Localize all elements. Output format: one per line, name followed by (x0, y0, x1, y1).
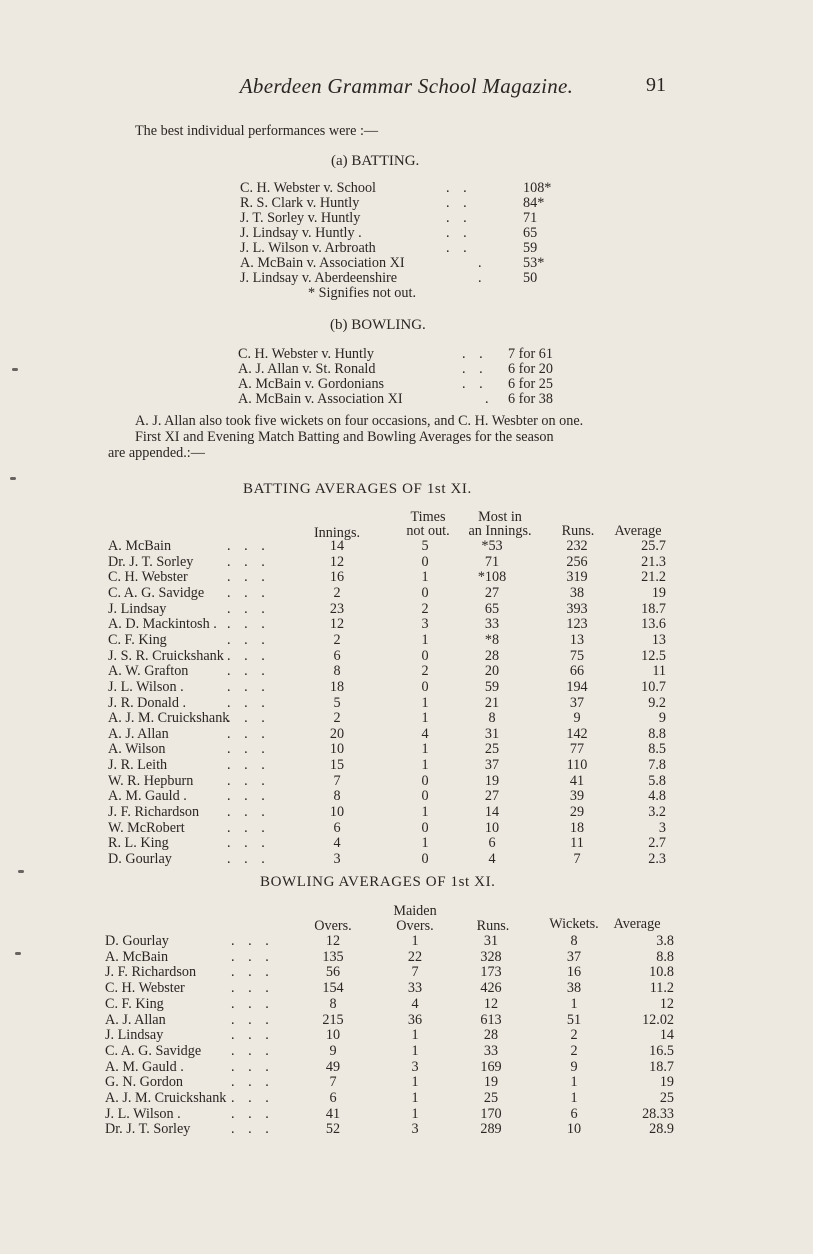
cell-player: J. F. Richardson (105, 964, 197, 981)
cell-most: 6 (488, 835, 496, 852)
list-item-score: 71 (523, 210, 538, 226)
leader-dots: . . . (231, 964, 274, 981)
cell-innings: 23 (329, 600, 345, 617)
leader-dots: . . . (227, 584, 270, 601)
cell-maidens: 1 (411, 1074, 419, 1091)
cell-player: A. J. M. Cruickshank (108, 710, 230, 727)
cell-most: 28 (484, 647, 500, 664)
page-number: 91 (646, 74, 666, 96)
cell-most: 71 (484, 553, 500, 570)
cell-player: W. McRobert (108, 819, 185, 836)
cell-not-out: 0 (421, 819, 429, 836)
cell-wickets: 2 (570, 1027, 578, 1044)
leader-dots: . . . (231, 1074, 274, 1091)
cell-not-out: 0 (421, 553, 429, 570)
cell-average: 2.7 (648, 835, 666, 852)
leader-dots: . . . (227, 631, 270, 648)
list-item-figures: 6 for 25 (508, 376, 553, 392)
column-header: not out. (406, 523, 450, 539)
cell-not-out: 1 (421, 569, 429, 586)
cell-player: G. N. Gordon (105, 1074, 184, 1091)
cell-runs: 289 (480, 1121, 502, 1138)
cell-average: 25.7 (641, 538, 666, 554)
cell-runs: 256 (566, 553, 588, 570)
list-item-figures: 6 for 38 (508, 391, 553, 407)
cell-wickets: 2 (570, 1042, 578, 1059)
cell-average: 12.5 (641, 647, 666, 664)
cell-average: 11.2 (649, 980, 674, 997)
cell-average: 12 (659, 995, 674, 1012)
leader-dots: . . . (227, 835, 270, 852)
cell-average: 10.7 (641, 678, 666, 695)
cell-player: J. S. R. Cruickshank (108, 647, 224, 664)
cell-most: 19 (484, 772, 500, 789)
leader-dots: . . . (231, 933, 274, 949)
cell-runs: 25 (483, 1090, 499, 1106)
cell-overs: 41 (325, 1105, 341, 1122)
cell-innings: 4 (333, 835, 341, 852)
cell-player: D. Gourlay (108, 851, 172, 867)
cell-player: J. R. Donald . (108, 694, 187, 711)
cell-average: 9 (658, 710, 666, 727)
leader-dots: . . . (227, 772, 270, 789)
cell-wickets: 1 (570, 995, 578, 1012)
cell-not-out: 0 (421, 647, 429, 664)
cell-maidens: 4 (411, 995, 419, 1012)
cell-player: C. A. G. Savidge (105, 1042, 202, 1059)
cell-not-out: 2 (421, 600, 429, 617)
cell-most: 27 (484, 584, 500, 601)
cell-player: Dr. J. T. Sorley (108, 553, 194, 570)
cell-not-out: 5 (421, 538, 429, 554)
list-item-name: J. Lindsay v. Aberdeenshire (240, 270, 398, 286)
cell-not-out: 4 (421, 725, 429, 742)
list-item-name: R. S. Clark v. Huntly (240, 195, 360, 211)
cell-innings: 3 (333, 851, 341, 867)
cell-innings: 10 (329, 804, 345, 821)
leader-dots: . . . (231, 1011, 274, 1028)
cell-innings: 8 (333, 788, 341, 805)
cell-overs: 9 (329, 1042, 337, 1059)
cell-average: 13 (651, 631, 666, 648)
cell-average: 2.3 (648, 851, 666, 867)
list-item-score: 65 (523, 225, 538, 241)
cell-player: C. H. Webster (105, 980, 185, 997)
cell-runs: 18 (569, 819, 585, 836)
cell-runs: 393 (566, 600, 588, 617)
cell-player: J. F. Richardson (108, 804, 200, 821)
list-item-name: J. Lindsay v. Huntly . (240, 225, 362, 241)
cell-maidens: 1 (411, 1105, 419, 1122)
cell-wickets: 8 (570, 933, 578, 949)
list-item-name: A. McBain v. Association XI (240, 255, 405, 271)
cell-average: 18.7 (649, 1058, 674, 1075)
cell-not-out: 0 (421, 772, 429, 789)
leader-dots: . . . (227, 663, 270, 680)
cell-average: 25 (659, 1090, 674, 1106)
leader-dots: . . . (227, 553, 270, 570)
leader-dots: . . . (227, 616, 270, 633)
cell-most: *8 (484, 631, 500, 648)
leader-dots: . . . (231, 1105, 274, 1122)
cell-average: 7.8 (648, 757, 666, 774)
cell-innings: 16 (329, 569, 345, 586)
cell-wickets: 9 (570, 1058, 578, 1075)
cell-most: 4 (488, 851, 496, 867)
cell-runs: 232 (566, 538, 588, 554)
cell-wickets: 1 (570, 1090, 578, 1106)
list-item-name: A. McBain v. Gordonians (238, 376, 385, 392)
cell-not-out: 1 (421, 710, 429, 727)
list-item-name: C. H. Webster v. Huntly (238, 346, 374, 362)
cell-runs: 110 (566, 757, 588, 774)
cell-runs: 66 (569, 663, 585, 680)
leader-dots: . . . (227, 538, 270, 554)
cell-runs: 37 (569, 694, 585, 711)
column-header: Most in (478, 509, 522, 525)
cell-player: A. J. Allan (105, 1011, 166, 1028)
paragraph-line: First XI and Evening Match Batting and Bowling Averages for the season (135, 429, 554, 445)
cell-average: 10.8 (649, 964, 674, 981)
cell-player: A. Wilson (108, 741, 166, 758)
cell-average: 8.8 (656, 948, 674, 965)
leader-dots: . . . (227, 804, 270, 821)
cell-innings: 5 (333, 694, 341, 711)
cell-wickets: 1 (570, 1074, 578, 1091)
cell-innings: 14 (329, 538, 345, 554)
cell-maidens: 1 (411, 1042, 419, 1059)
cell-most: 59 (484, 678, 500, 695)
list-item-name: J. L. Wilson v. Arbroath (240, 240, 376, 256)
column-header: Runs. (476, 918, 510, 934)
cell-maidens: 3 (411, 1121, 419, 1138)
cell-player: W. R. Hepburn (108, 772, 194, 789)
column-header: Wickets. (549, 916, 599, 932)
cell-maidens: 1 (411, 933, 419, 949)
cell-runs: 13 (569, 631, 585, 648)
list-item-score: 53* (523, 255, 545, 271)
list-item-score: 84* (523, 195, 545, 211)
cell-runs: 75 (569, 647, 585, 664)
margin-speck (12, 368, 18, 371)
cell-not-out: 1 (421, 757, 429, 774)
cell-runs: 41 (569, 772, 585, 789)
cell-not-out: 1 (421, 694, 429, 711)
leader-dots: . . . (231, 1121, 274, 1138)
cell-most: 10 (484, 819, 500, 836)
cell-runs: 169 (480, 1058, 502, 1075)
cell-most: *108 (477, 569, 507, 586)
cell-average: 21.2 (641, 569, 666, 586)
cell-average: 14 (659, 1027, 674, 1044)
cell-most: 27 (484, 788, 500, 805)
cell-innings: 12 (329, 616, 345, 633)
cell-average: 19 (659, 1074, 674, 1091)
cell-not-out: 0 (421, 584, 429, 601)
cell-not-out: 0 (421, 788, 429, 805)
bowling-best-heading: (b) BOWLING. (330, 317, 426, 333)
cell-most: 37 (484, 757, 500, 774)
cell-runs: 319 (566, 569, 588, 586)
cell-runs: 19 (483, 1074, 499, 1091)
cell-maidens: 1 (411, 1090, 419, 1106)
margin-speck (10, 477, 16, 480)
cell-overs: 154 (322, 980, 344, 997)
cell-not-out: 2 (421, 663, 429, 680)
leader-dots: . . . (227, 647, 270, 664)
cell-overs: 49 (325, 1058, 341, 1075)
cell-runs: 170 (480, 1105, 502, 1122)
cell-most: 25 (484, 741, 500, 758)
paragraph-line: A. J. Allan also took five wickets on four occasions, and C. H. Wesbter on one. (135, 413, 584, 429)
cell-average: 4.8 (648, 788, 666, 805)
cell-runs: 38 (569, 584, 585, 601)
leader-dots: . . . (227, 819, 270, 836)
cell-innings: 8 (333, 663, 341, 680)
leader-dots: . . . (231, 1058, 274, 1075)
cell-runs: 9 (573, 710, 581, 727)
cell-player: J. R. Leith (108, 757, 168, 774)
cell-average: 28.9 (649, 1121, 674, 1138)
cell-most: 33 (484, 616, 500, 633)
cell-player: D. Gourlay (105, 933, 169, 949)
list-item-name: J. T. Sorley v. Huntly (240, 210, 361, 226)
cell-average: 3 (658, 819, 666, 836)
cell-average: 8.8 (648, 725, 666, 742)
cell-player: J. Lindsay (108, 600, 167, 617)
cell-player: R. L. King (108, 835, 169, 852)
cell-average: 3.8 (656, 933, 674, 949)
cell-not-out: 1 (421, 835, 429, 852)
column-header: Times (410, 509, 446, 525)
cell-overs: 7 (329, 1074, 337, 1091)
cell-most: 65 (484, 600, 500, 617)
column-header: an Innings. (468, 523, 532, 539)
cell-average: 28.33 (642, 1105, 674, 1122)
cell-wickets: 10 (566, 1121, 582, 1138)
cell-wickets: 51 (566, 1011, 582, 1028)
leader-dots: . . . (227, 678, 270, 695)
cell-runs: 7 (573, 851, 581, 867)
cell-innings: 15 (329, 757, 345, 774)
cell-most: *53 (481, 538, 503, 554)
cell-overs: 135 (322, 948, 344, 965)
cell-overs: 12 (325, 933, 341, 949)
cell-most: 31 (484, 725, 500, 742)
column-header: Runs. (561, 523, 595, 539)
cell-runs: 33 (483, 1042, 499, 1059)
cell-innings: 20 (329, 725, 345, 742)
leader-dots: . . . (227, 851, 270, 867)
cell-player: Dr. J. T. Sorley (105, 1121, 191, 1138)
cell-maidens: 33 (407, 980, 423, 997)
cell-runs: 328 (480, 948, 502, 965)
leader-dots: . . . (227, 741, 270, 758)
cell-most: 8 (488, 710, 496, 727)
cell-overs: 6 (329, 1090, 337, 1106)
leader-dots: . . . (231, 948, 274, 965)
cell-wickets: 6 (570, 1105, 578, 1122)
margin-speck (15, 952, 21, 955)
paragraph-line: are appended.:— (108, 445, 205, 461)
margin-speck (18, 870, 24, 873)
intro-text: The best individual performances were :— (135, 123, 379, 139)
cell-runs: 39 (569, 788, 585, 805)
cell-player: J. L. Wilson . (105, 1105, 181, 1122)
cell-most: 14 (484, 804, 500, 821)
cell-average: 13.6 (641, 616, 666, 633)
cell-overs: 8 (329, 995, 337, 1012)
cell-average: 9.2 (648, 694, 666, 711)
leader-dots: . . . (227, 600, 270, 617)
leader-dots: . . . (231, 1090, 274, 1106)
cell-innings: 7 (333, 772, 341, 789)
column-header: Average (614, 523, 662, 539)
leader-dots: . . . (227, 788, 270, 805)
cell-maidens: 7 (411, 964, 419, 981)
cell-player: A. M. Gauld . (108, 788, 187, 805)
list-item-name: A. J. Allan v. St. Ronald (238, 361, 376, 377)
leader-dots: . . . (227, 694, 270, 711)
cell-runs: 194 (566, 678, 588, 695)
cell-wickets: 38 (566, 980, 582, 997)
cell-innings: 6 (333, 819, 341, 836)
cell-runs: 31 (483, 933, 499, 949)
column-header: Average (613, 916, 661, 932)
cell-player: C. A. G. Savidge (108, 584, 205, 601)
cell-maidens: 36 (407, 1011, 423, 1028)
cell-not-out: 1 (421, 631, 429, 648)
page-title: Aberdeen Grammar School Magazine. (239, 74, 574, 98)
cell-wickets: 16 (566, 964, 582, 981)
list-item-name: C. H. Webster v. School (240, 180, 376, 196)
cell-overs: 52 (325, 1121, 341, 1138)
list-item-figures: 6 for 20 (508, 361, 553, 377)
cell-average: 18.7 (641, 600, 666, 617)
cell-innings: 6 (333, 647, 341, 664)
batting-best-heading: (a) BATTING. (331, 153, 420, 169)
cell-overs: 56 (325, 964, 341, 981)
cell-average: 5.8 (648, 772, 666, 789)
cell-runs: 11 (570, 835, 584, 852)
cell-innings: 2 (333, 710, 341, 727)
cell-innings: 12 (329, 553, 345, 570)
cell-most: 20 (484, 663, 500, 680)
list-item-score: 50 (523, 270, 538, 286)
leader-dots: . . . (231, 995, 274, 1012)
cell-player: A. J. Allan (108, 725, 169, 742)
cell-maidens: 1 (411, 1027, 419, 1044)
cell-average: 3.2 (648, 804, 666, 821)
leader-dots: . . . (227, 725, 270, 742)
list-item-score: 59 (523, 240, 538, 256)
leader-dots: . . . (231, 1027, 274, 1044)
cell-runs: 123 (566, 616, 588, 633)
cell-runs: 12 (483, 995, 499, 1012)
cell-innings: 2 (333, 631, 341, 648)
cell-innings: 10 (329, 741, 345, 758)
cell-runs: 77 (569, 741, 585, 758)
column-header: Overs. (314, 918, 352, 934)
column-header: Overs. (396, 918, 434, 934)
bowling-averages-title: BOWLING AVERAGES OF 1st XI. (260, 874, 496, 890)
cell-player: A. D. Mackintosh . (108, 616, 217, 633)
cell-player: J. L. Wilson . (108, 678, 184, 695)
list-item-score: 108* (523, 180, 552, 196)
cell-not-out: 1 (421, 804, 429, 821)
cell-average: 8.5 (648, 741, 666, 758)
cell-overs: 10 (325, 1027, 341, 1044)
cell-average: 12.02 (642, 1011, 674, 1028)
column-header: Innings. (313, 525, 361, 541)
leader-dots: . . . (227, 569, 270, 586)
cell-overs: 215 (322, 1011, 344, 1028)
column-header: Maiden (393, 903, 437, 919)
cell-average: 11 (652, 663, 666, 680)
list-item-figures: 7 for 61 (508, 346, 553, 362)
leader-dots: . . . (227, 757, 270, 774)
cell-runs: 142 (566, 725, 588, 742)
cell-runs: 173 (480, 964, 502, 981)
cell-runs: 28 (483, 1027, 499, 1044)
cell-runs: 613 (480, 1011, 502, 1028)
leader-dots: . . . (227, 710, 270, 727)
cell-not-out: 0 (421, 851, 429, 867)
cell-average: 19 (651, 584, 666, 601)
cell-runs: 426 (480, 980, 502, 997)
leader-dots: . . . (231, 980, 274, 997)
cell-innings: 18 (329, 678, 345, 695)
cell-innings: 2 (333, 584, 341, 601)
cell-average: 21.3 (641, 553, 666, 570)
cell-player: A. J. M. Cruickshank (105, 1090, 227, 1106)
cell-maidens: 22 (407, 948, 423, 965)
cell-wickets: 37 (566, 948, 582, 965)
cell-most: 21 (484, 694, 500, 711)
cell-player: C. F. King (108, 631, 167, 648)
cell-average: 16.5 (649, 1042, 674, 1059)
footnote: * Signifies not out. (308, 285, 416, 301)
leader-dots: . . . (231, 1042, 274, 1059)
cell-player: C. F. King (105, 995, 164, 1012)
cell-player: A. M. Gauld . (105, 1058, 184, 1075)
list-item-name: A. McBain v. Association XI (238, 391, 403, 407)
cell-player: A. W. Grafton (108, 663, 189, 680)
batting-averages-title: BATTING AVERAGES OF 1st XI. (243, 481, 472, 497)
cell-runs: 29 (569, 804, 585, 821)
cell-player: J. Lindsay (105, 1027, 164, 1044)
cell-not-out: 3 (421, 616, 429, 633)
cell-not-out: 0 (421, 678, 429, 695)
cell-not-out: 1 (421, 741, 429, 758)
cell-player: C. H. Webster (108, 569, 188, 586)
cell-player: A. McBain (105, 948, 169, 965)
cell-player: A. McBain (108, 538, 172, 554)
cell-maidens: 3 (411, 1058, 419, 1075)
